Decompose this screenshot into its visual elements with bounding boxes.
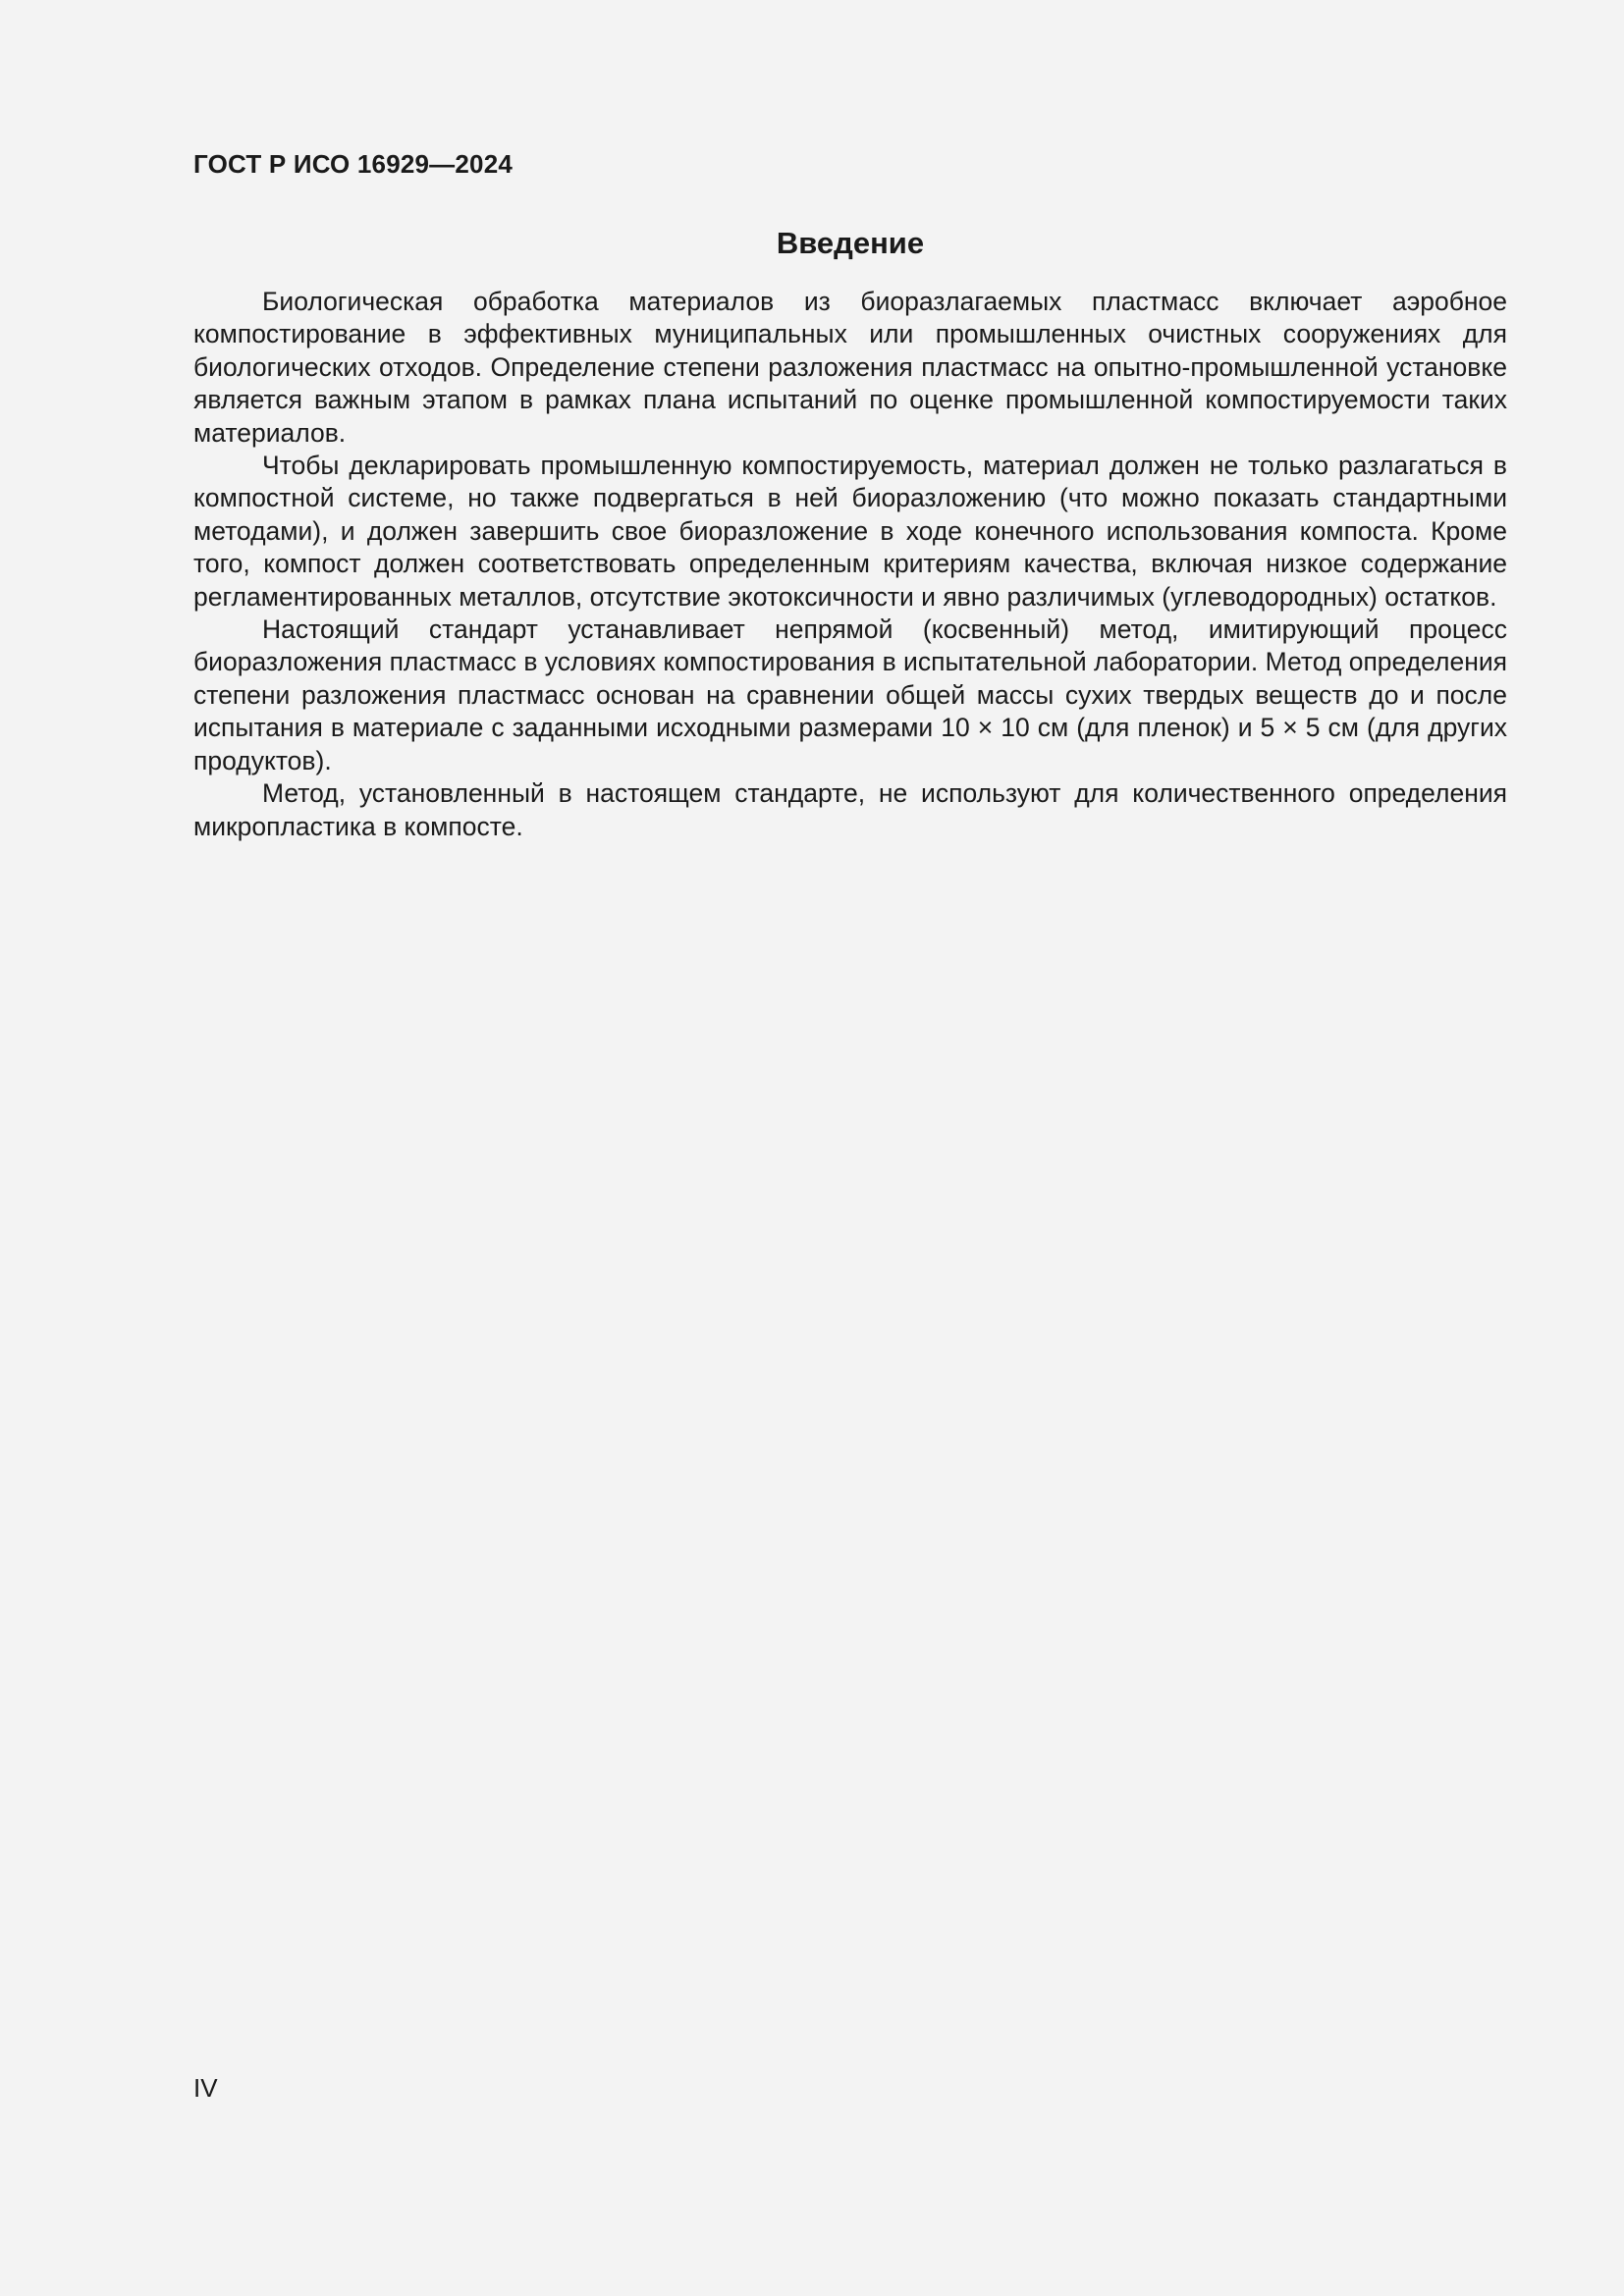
section-title: Введение: [776, 226, 925, 260]
paragraph: Настоящий стандарт устанавливает непрямой (косвенный) метод, имитирующий процесс биоразложения пластмасс в условиях компостирования в испытательной лаборатории. Метод определения степени разложения пластмасс основан на сравнении общей массы сухих твердых веществ до и после испытания в материале с заданными исходными размерами 10 × 10 см (для пленок) и 5 × 5 см (для других продуктов).: [193, 614, 1507, 775]
paragraph: Биологическая обработка материалов из биоразлагаемых пластмасс включает аэробное компостирование в эффективных муниципальных или промышленных очистных сооружениях для биологических отходов. Определение степени разложения пластмасс на опытно-промышленной установке является важным этапом в рамках плана испытаний по оценке промышленной компостируемости таких материалов.: [193, 287, 1507, 448]
page-number: IV: [193, 2073, 218, 2103]
paragraph: Метод, установленный в настоящем стандарте, не используют для количественного определения микропластика в компосте.: [193, 778, 1507, 841]
document-header: ГОСТ Р ИСО 16929—2024: [193, 149, 514, 179]
body-text: [193, 286, 1507, 843]
paragraph: Чтобы декларировать промышленную компостируемость, материал должен не только разлагаться в компостной системе, но также подвергаться в ней биоразложению (что можно показать стандартными методами), и должен завершить свое биоразложение в ходе конечного использования компоста. Кроме того, компост должен соответствовать определенным критериям качества, включая низкое содержание регламентированных металлов, отсутствие экотоксичности и явно различимых (углеводородных) остатков.: [193, 451, 1507, 612]
